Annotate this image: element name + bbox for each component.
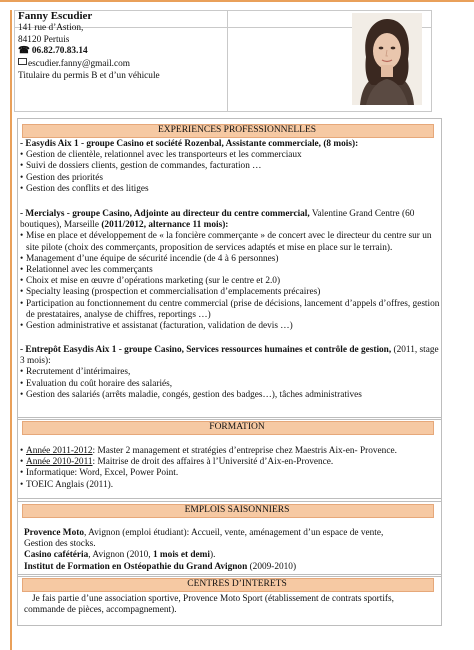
formation-list bbox=[20, 446, 440, 491]
page-frame-top bbox=[0, 0, 474, 2]
seasonal-line-4: Institut de Formation en Ostéopathie du Grand Avignon (2009-2010) bbox=[24, 561, 297, 572]
list-item: • TOEIC Anglais (2011). bbox=[20, 480, 440, 491]
list-item: • Relationnel avec les commerçants bbox=[20, 265, 440, 276]
list-item: • Suivi de dossiers clients, gestion de commandes, facturation … bbox=[20, 161, 440, 172]
candidate-name: Fanny Escudier bbox=[18, 10, 93, 22]
contact-block bbox=[18, 10, 160, 83]
portrait-image bbox=[352, 13, 422, 105]
list-item: • Année 2010-2011: Maitrise de droit des affaires à l’Université d’Aix-en-Provence. bbox=[20, 457, 440, 468]
list-item: • Choix et mise en œuvre d’opérations marketing (sur le centre et 2.0) bbox=[20, 276, 440, 287]
interests-title: CENTRES D’INTERETS bbox=[187, 579, 287, 589]
list-item: • Gestion des conflits et des litiges bbox=[20, 184, 440, 195]
license-line: Titulaire du permis B et d’un véhicule bbox=[18, 70, 160, 81]
interests-text: Je fais partie d’une association sportive, Provence Moto Sport (établissement de contrats sportifs, commande de pièces, accompagnement). bbox=[24, 594, 394, 616]
list-item: • Recrutement d’intérimaires, bbox=[20, 367, 440, 378]
list-item: • Participation au fonctionnement du centre commercial (prise de décisions, lancement d’appels d’offres, gestion de prestataires, analyse de chiffres, reportings …) bbox=[20, 299, 440, 321]
job-1-heading: - Easydis Aix 1 - groupe Casino et société Rozenbal, Assistante commerciale, (8 mois): bbox=[20, 139, 359, 149]
seasonal-line-1: Provence Moto, Avignon (emploi étudiant): Accueil, vente, aménagement d’un espace de vente, bbox=[24, 528, 384, 538]
formation-title: FORMATION bbox=[209, 422, 265, 432]
email-line[interactable] bbox=[18, 58, 160, 71]
job-2-heading: - Mercialys - groupe Casino, Adjointe au directeur du centre commercial, Valentine Grand Centre (60 boutiques), Marseille (2011/2012, alternance 11 mois): bbox=[20, 209, 415, 231]
list-item: • Management d’une équipe de sécurité incendie (de 4 à 6 personnes) bbox=[20, 254, 440, 265]
email-address[interactable]: escudier.fanny@gmail.com bbox=[28, 59, 131, 70]
list-item: • Gestion administrative et assistanat (facturation, validation de devis …) bbox=[20, 321, 440, 332]
address-line-2: 84120 Pertuis bbox=[18, 34, 70, 45]
seasonal-line-2: Gestion des stocks. bbox=[24, 539, 96, 550]
list-item: • Gestion des salariés (arrêts maladie, congés, gestion des badges…), tâches administratives bbox=[20, 390, 440, 401]
job-3-heading: - Entrepôt Easydis Aix 1 - groupe Casino, Services ressources humaines et contrôle de gestion, (2011, stage 3 mois): bbox=[20, 345, 439, 367]
address-line-1: 141 rue d’Astion, bbox=[18, 23, 84, 33]
page-frame-left bbox=[10, 10, 12, 650]
job-easydis-assistante bbox=[20, 139, 440, 195]
experience-title: EXPERIENCES PROFESSIONNELLES bbox=[157, 125, 317, 135]
phone-number: ☎ 06.82.70.83.14 bbox=[18, 46, 88, 57]
seasonal-title: EMPLOIS SAISONNIERS bbox=[184, 505, 290, 515]
job-mercialys bbox=[20, 209, 440, 332]
seasonal-jobs bbox=[24, 528, 444, 573]
profile-photo bbox=[352, 13, 422, 105]
list-item: • Gestion des priorités bbox=[20, 173, 440, 184]
list-item: • Evaluation du coût horaire des salariés, bbox=[20, 379, 440, 390]
job-easydis-rh bbox=[20, 345, 440, 401]
computer-icon bbox=[18, 58, 27, 65]
list-item: • Mise en place et développement de « la foncière commerçante » de concert avec le directeur du centre sur un site pilote (choix des commerçants, proposition de services adaptés et mise en place sur le terrain). bbox=[20, 231, 440, 253]
list-item: • Gestion de clientèle, relationnel avec les transporteurs et les commerciaux bbox=[20, 150, 440, 161]
list-item: • Année 2011-2012: Master 2 management et stratégies d’entreprise chez Maestris Aix-en- Provence. bbox=[20, 446, 440, 457]
seasonal-line-3: Casino cafétéria, Avignon (2010, 1 mois et demi). bbox=[24, 550, 216, 561]
list-item: • Specialty leasing (prospection et commercialisation d’emplacements précaires) bbox=[20, 287, 440, 298]
list-item: • Informatique: Word, Excel, Power Point. bbox=[20, 468, 440, 479]
